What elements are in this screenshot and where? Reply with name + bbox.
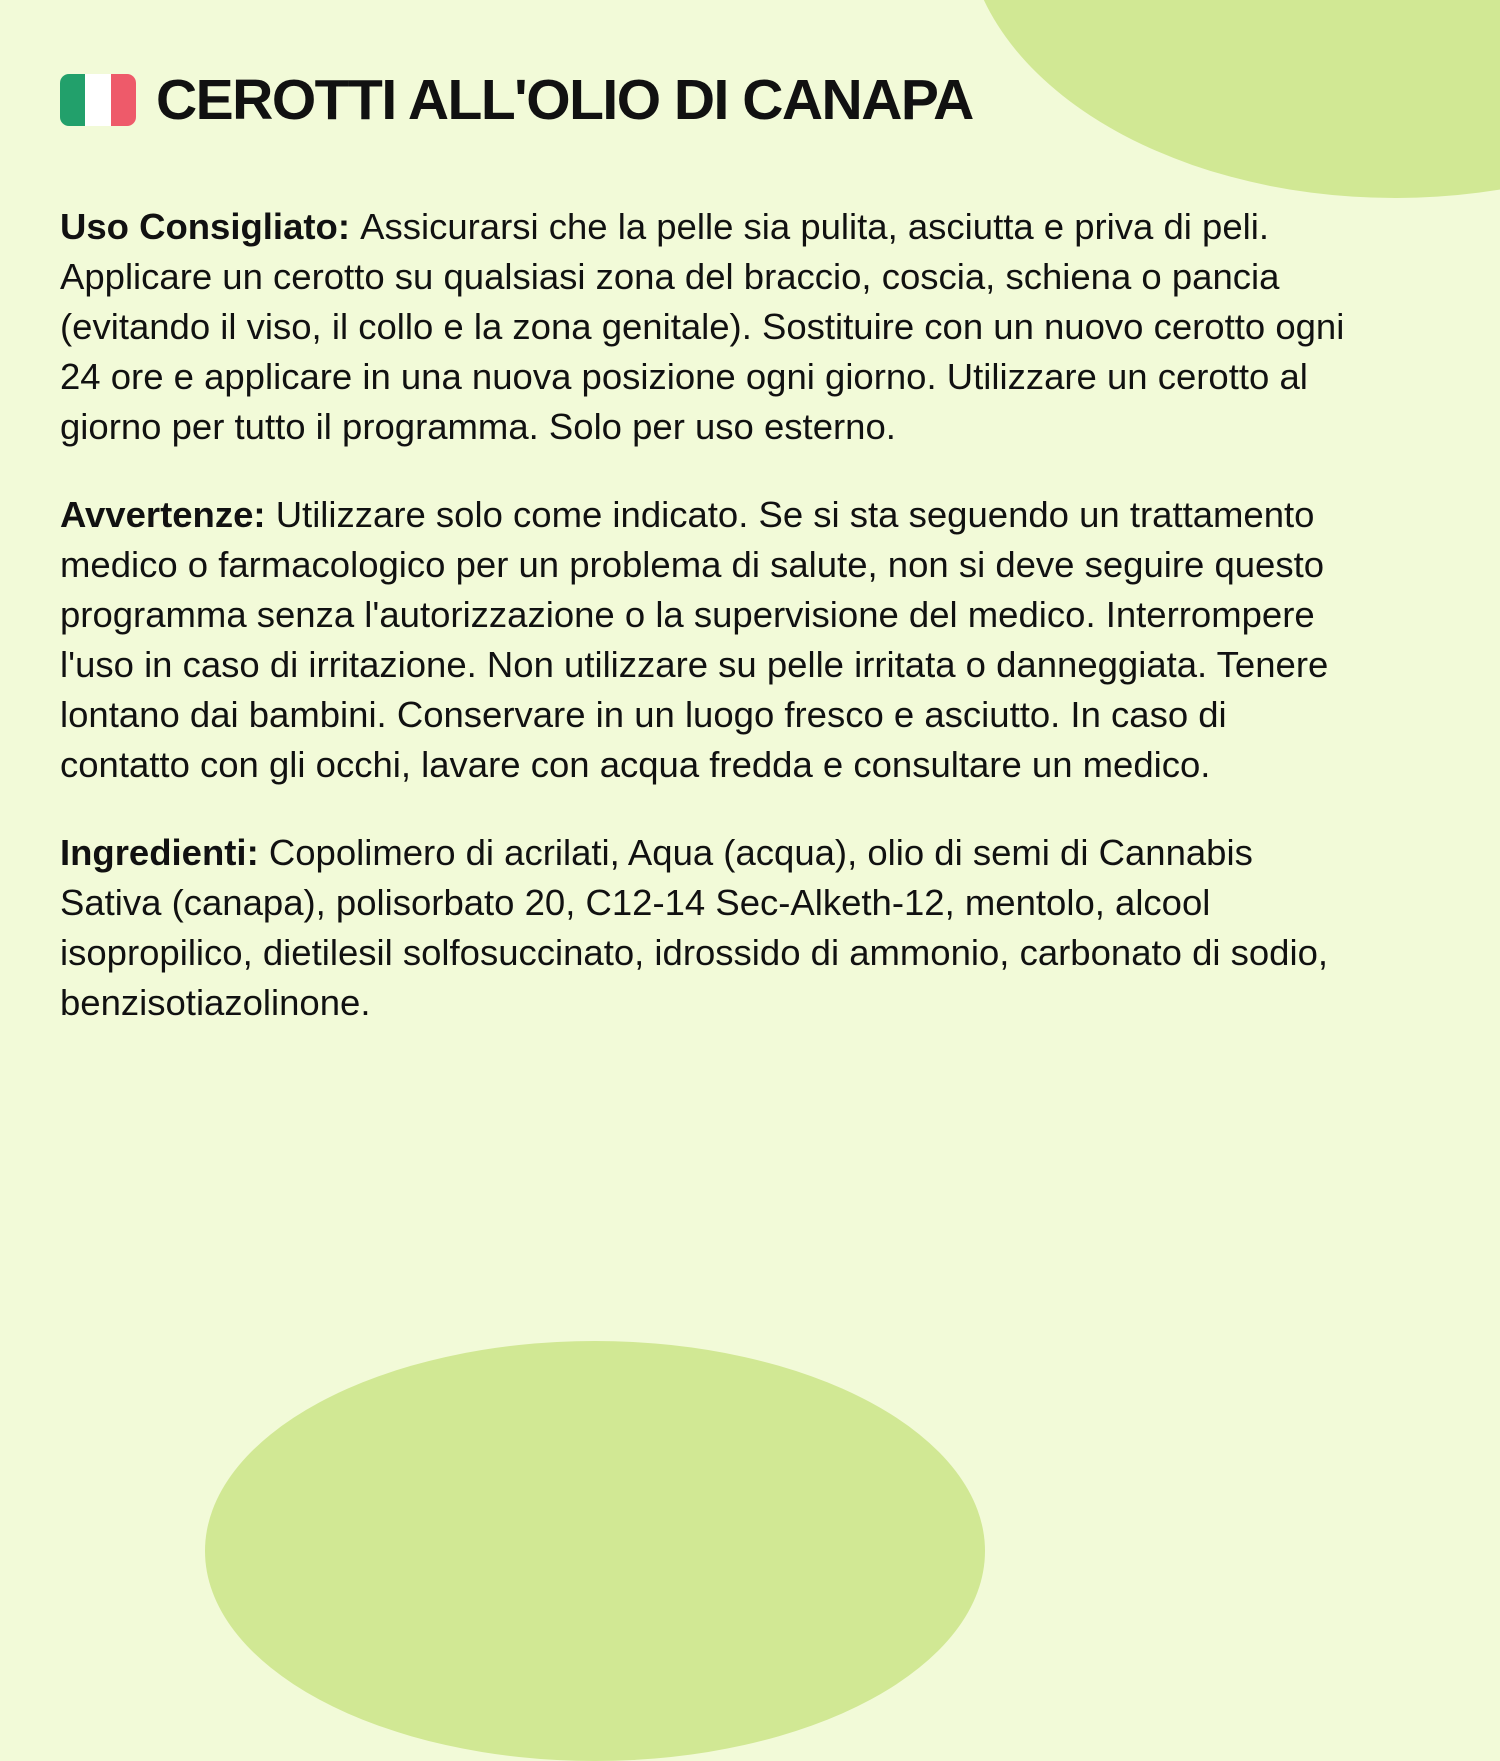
section-label: Uso Consigliato: (60, 206, 361, 247)
decorative-blob-top-right (965, 0, 1500, 198)
flag-stripe-white (85, 74, 110, 126)
decorative-blob-bottom (205, 1341, 985, 1761)
flag-stripe-red (111, 74, 136, 126)
section-label: Ingredienti: (60, 832, 269, 873)
section-text: Assicurarsi che la pelle sia pulita, asciutta e priva di peli. Applicare un cerotto su qualsiasi zona del braccio, coscia, schiena o pancia (evitando il viso, il collo e la zona genitale). Sostituire con un nuovo cerotto ogni 24 ore e applicare in una nuova posizione ogni giorno. Utilizzare un cerotto al giorno per tutto il programma. Solo per uso esterno. (60, 206, 1345, 447)
section-label: Avvertenze: (60, 494, 276, 535)
section-avvertenze (60, 490, 1360, 790)
section-ingredienti (60, 828, 1360, 1028)
section-text: Utilizzare solo come indicato. Se si sta seguendo un trattamento medico o farmacologico per un problema di salute, non si deve seguire questo programma senza l'autorizzazione o la supervisione del medico. Interrompere l'uso in caso di irritazione. Non utilizzare su pelle irritata o danneggiata. Tenere lontano dai bambini. Conservare in un luogo fresco e asciutto. In caso di contatto con gli occhi, lavare con acqua fredda e consultare un medico. (60, 494, 1329, 785)
italian-flag-icon (60, 74, 136, 126)
flag-stripe-green (60, 74, 85, 126)
product-info (60, 202, 1360, 1066)
page-title: CEROTTI ALL'OLIO DI CANAPA (156, 68, 973, 132)
header (60, 62, 973, 138)
section-uso-consigliato (60, 202, 1360, 452)
section-text: Copolimero di acrilati, Aqua (acqua), olio di semi di Cannabis Sativa (canapa), polisorbato 20, C12-14 Sec-Alketh-12, mentolo, alcool isopropilico, dietilesil solfosuccinato, idrossido di ammonio, carbonato di sodio, benzisotiazolinone. (60, 832, 1329, 1023)
